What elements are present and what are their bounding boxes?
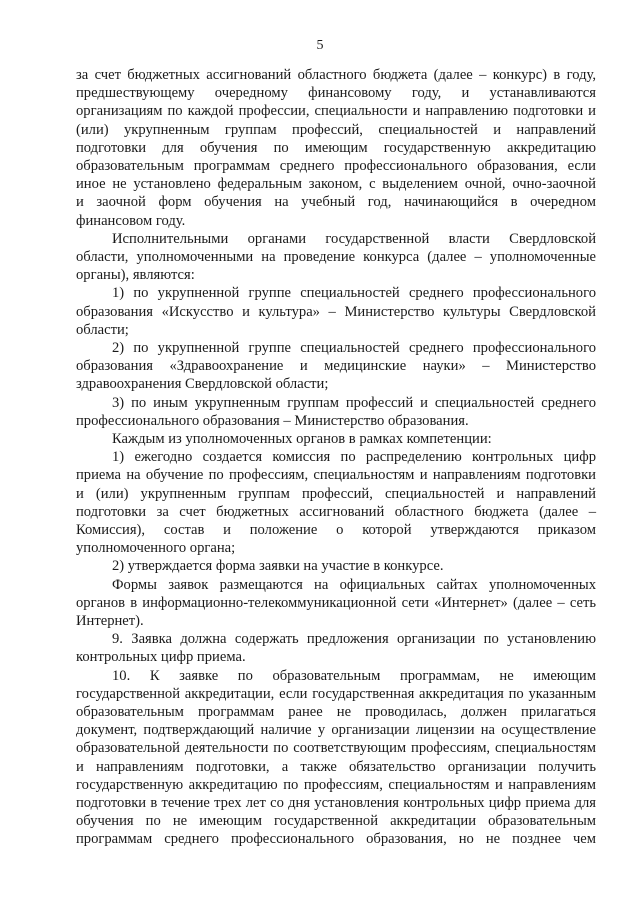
text-line: уполномоченного органа;: [76, 540, 236, 557]
page-number: 5: [316, 38, 324, 53]
text-line: иное не установлено федеральным законом, с выделением очной, очно-заочной: [76, 176, 596, 193]
text-line: образования «Искусство и культура» – Министерство культуры Свердловской: [76, 303, 596, 320]
text-line: предшествующему очередному финансовому году, и устанавливаются: [76, 85, 596, 102]
text-line: документ, подтверждающий наличие у организации лицензии на осуществление: [76, 722, 596, 739]
text-line: области, уполномоченными на проведение конкурса (далее – уполномоченные: [76, 249, 596, 265]
text-line: образовательным программам ранее не проводилась, должен прилагаться: [76, 704, 596, 720]
text-line: органы), являются:: [76, 267, 195, 284]
text-line: государственной аккредитации, если государственная аккредитация по указанным: [76, 685, 596, 702]
text-line: за счет бюджетных ассигнований областного бюджета (далее – конкурс) в году,: [76, 67, 596, 83]
text-line: подготовки для обучения по имеющим государственную аккредитацию: [76, 139, 596, 156]
text-line: образования «Здравоохранение и медицинские науки» – Министерство: [76, 358, 596, 375]
text-line: Исполнительными органами государственной власти Свердловской: [112, 230, 596, 247]
text-line: приема на обучение по профессиям, специальностям и направлениям подготовки: [76, 467, 596, 484]
text-line: (или) укрупненным группам профессий, специальностей и направлений: [76, 121, 596, 138]
text-line: 1) по укрупненной группе специальностей среднего профессионального: [112, 285, 596, 302]
text-line: и (или) укрупненным группам профессий, специальностей и направлений: [76, 485, 596, 502]
text-line: и направлениям подготовки, а также обязательство организации получить: [76, 758, 596, 775]
text-line: образовательным программам среднего профессионального образования, если: [76, 158, 596, 174]
text-line: здравоохранения Свердловской области;: [76, 376, 329, 393]
text-line: подготовки в течение трех лет со дня установления контрольных цифр приема для: [76, 795, 596, 811]
text-line: образовательной деятельности по соответствующим профессиям, специальностям: [76, 740, 596, 757]
text-line: организациям по каждой профессии, специальности и направлению подготовки и: [76, 103, 596, 120]
text-line: 10. К заявке по образовательным программам, не имеющим: [112, 667, 596, 684]
text-line: программам среднего профессионального образования, но не позднее чем: [76, 831, 596, 848]
text-line: подготовки за счет бюджетных ассигнований областного бюджета (далее –: [76, 503, 596, 520]
text-line: области;: [76, 321, 129, 338]
text-line: органов в информационно-телекоммуникационной сети «Интернет» (далее – сеть: [76, 594, 596, 611]
text-line: Формы заявок размещаются на официальных сайтах уполномоченных: [112, 576, 596, 593]
text-line: 1) ежегодно создается комиссия по распределению контрольных цифр: [112, 449, 596, 466]
text-line: и заочной форм обучения на учебный год, начинающийся в очередном: [76, 194, 596, 211]
text-line: Комиссия), состав и положение о которой утверждаются приказом: [76, 522, 596, 538]
text-line: 2) утверждается форма заявки на участие в конкурсе.: [112, 558, 444, 575]
text-line: 3) по иным укрупненным группам профессий и специальностей среднего: [112, 394, 596, 411]
text-line: контрольных цифр приема.: [76, 649, 246, 666]
text-line: государственную аккредитацию по профессиям, специальностям и направлениям: [76, 776, 596, 793]
text-line: профессионального образования – Министерство образования.: [76, 412, 469, 429]
text-line: 9. Заявка должна содержать предложения организации по установлению: [112, 631, 596, 648]
text-line: Интернет).: [76, 613, 144, 629]
text-line: Каждым из уполномоченных органов в рамках компетенции:: [112, 431, 492, 447]
text-line: финансовом году.: [76, 212, 186, 229]
text-line: 2) по укрупненной группе специальностей среднего профессионального: [112, 340, 596, 356]
text-line: обучения по не имеющим государственной аккредитации образовательным: [76, 813, 596, 830]
